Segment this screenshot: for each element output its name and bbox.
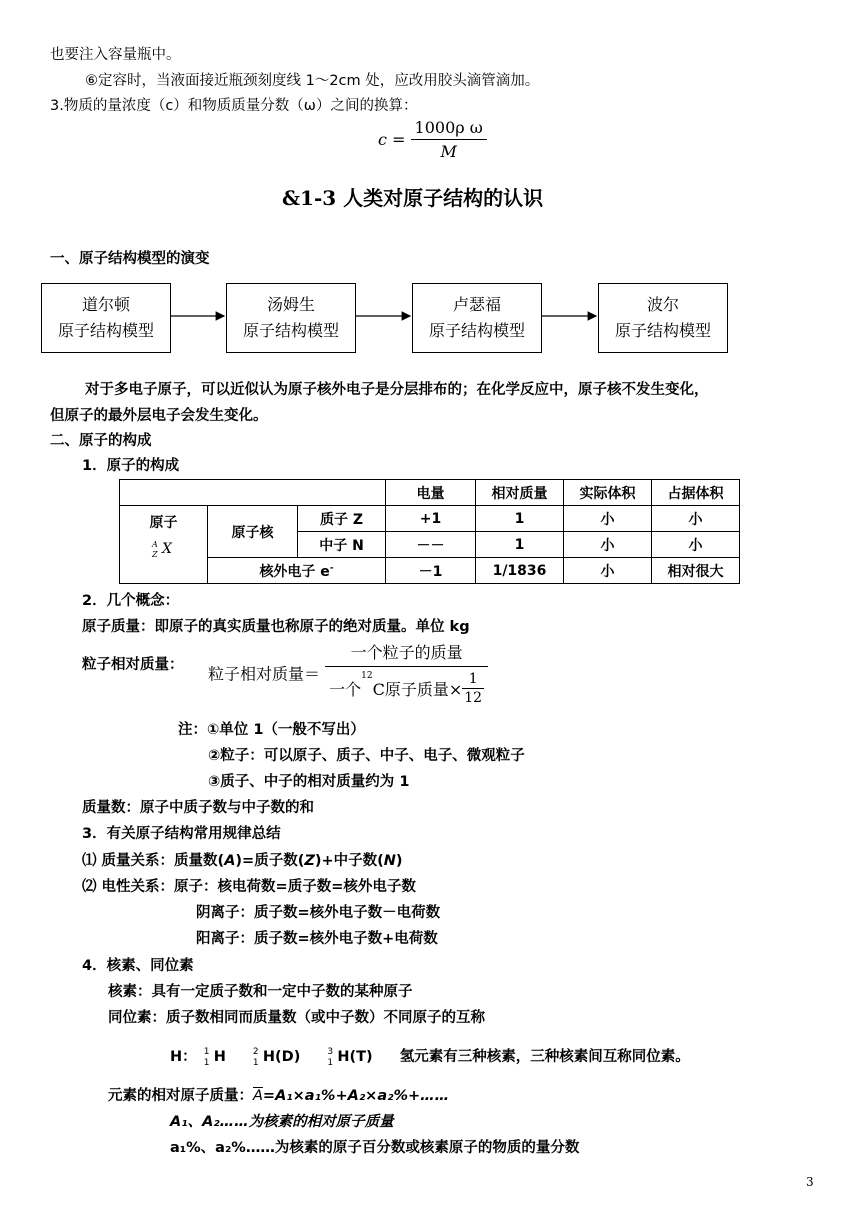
isotope-deuterium: H(D) bbox=[262, 1049, 301, 1065]
part1-heading: 一、原子结构模型的演变 bbox=[50, 251, 210, 267]
anion-rule: 阴离子：质子数=核外电子数－电荷数 bbox=[196, 905, 441, 921]
charge-cell: －1 bbox=[386, 558, 476, 584]
particle-name: 核外电子 e bbox=[259, 563, 330, 580]
formula-numerator: 1000ρ ω bbox=[411, 118, 487, 140]
charge-cell: +1 bbox=[386, 506, 476, 532]
atom-label-cell bbox=[120, 506, 208, 584]
occupied-cell: 相对很大 bbox=[652, 558, 740, 584]
iso-sub: 1 bbox=[252, 1058, 259, 1068]
explain-line: A₁、A₂……为核素的相对原子质量 bbox=[170, 1114, 394, 1130]
formula-lhs: 粒子相对质量＝ bbox=[208, 664, 321, 684]
note-line: ③质子、中子的相对质量约为 1 bbox=[208, 774, 410, 790]
isotope-protium: H bbox=[213, 1049, 226, 1065]
formula-numerator: 一个粒子的质量 bbox=[325, 640, 488, 667]
isotope-indices bbox=[202, 1048, 214, 1066]
table-header: 相对质量 bbox=[476, 480, 564, 506]
table-header: 电量 bbox=[386, 480, 476, 506]
model-sub: 原子结构模型 bbox=[57, 321, 154, 340]
particle-name-cell bbox=[208, 558, 386, 584]
text-line: ⑥定容时，当液面接近瓶颈刻度线 1～2cm 处，应改用胶头滴管滴加。 bbox=[85, 73, 540, 89]
charge-cell: －－ bbox=[386, 532, 476, 558]
iso-sub: 1 bbox=[327, 1058, 334, 1068]
hydrogen-description: 氢元素有三种核素，三种核素间互称同位素。 bbox=[399, 1049, 690, 1065]
hydrogen-label: H： bbox=[170, 1049, 197, 1065]
paragraph-line: 但原子的最外层电子会发生变化。 bbox=[50, 408, 268, 424]
note-line: 注：①单位 1（一般不写出） bbox=[178, 722, 365, 738]
mass-number-label: A bbox=[152, 540, 158, 549]
relative-mass-label: 粒子相对质量： bbox=[82, 657, 184, 673]
formula-body: =A₁×a₁%+A₂×a₂%+…… bbox=[262, 1088, 450, 1104]
average-mass-symbol: $\overline{A}$ bbox=[253, 1088, 263, 1104]
occupied-cell: 小 bbox=[652, 506, 740, 532]
atom-structure-table bbox=[119, 479, 740, 584]
relative-atomic-mass-formula bbox=[108, 1087, 449, 1105]
element-symbol: X bbox=[162, 541, 172, 557]
particle-name: 中子 N bbox=[298, 532, 386, 558]
formula-denominator: M bbox=[440, 142, 457, 161]
hydrogen-isotopes bbox=[170, 1048, 690, 1066]
table-header: 占据体积 bbox=[652, 480, 740, 506]
iso-sup: 3 bbox=[327, 1047, 334, 1057]
formula-label: 元素的相对原子质量： bbox=[108, 1088, 253, 1104]
cation-rule: 阳离子：质子数=核外电子数+电荷数 bbox=[196, 931, 438, 947]
iso-sup: 2 bbox=[252, 1047, 259, 1057]
text-line: 3.物质的量浓度（c）和物质质量分数（ω）之间的换算： bbox=[50, 98, 418, 114]
rule-var: Z bbox=[304, 853, 315, 869]
atomic-number-label: Z bbox=[152, 550, 158, 559]
subheading: 3．有关原子结构常用规律总结 bbox=[82, 826, 281, 842]
mass-cell: 1 bbox=[476, 506, 564, 532]
nuclide-definition: 核素：具有一定质子数和一定中子数的某种原子 bbox=[108, 984, 413, 1000]
subheading: 2．几个概念： bbox=[82, 593, 180, 609]
paragraph-line: 对于多电子原子，可以近似认为原子核外电子是分层排布的；在化学反应中，原子核不发生变化， bbox=[85, 382, 709, 398]
rule-text: ) bbox=[395, 853, 403, 869]
model-name: 汤姆生 bbox=[266, 295, 315, 314]
atom-symbol bbox=[120, 538, 207, 568]
iso-sub: 1 bbox=[203, 1058, 210, 1068]
electron-charge-sup: - bbox=[329, 562, 334, 573]
particle-name: 质子 Z bbox=[298, 506, 386, 532]
part2-heading: 二、原子的构成 bbox=[50, 433, 152, 449]
rule-var: A bbox=[224, 853, 236, 869]
mass-relation-rule bbox=[82, 852, 403, 870]
text-line: 也要注入容量瓶中。 bbox=[50, 47, 181, 63]
model-sub: 原子结构模型 bbox=[242, 321, 339, 340]
explain-line: a₁%、a₂%……为核素的原子百分数或核素原子的物质的量分数 bbox=[170, 1140, 580, 1156]
section-title: &1-3 人类对原子结构的认识 bbox=[282, 186, 544, 210]
mass-cell: 1/1836 bbox=[476, 558, 564, 584]
isotope-indices bbox=[325, 1048, 337, 1066]
subheading: 4．核素、同位素 bbox=[82, 958, 194, 974]
formula-lhs: c = bbox=[378, 130, 406, 149]
formula-denominator bbox=[325, 667, 488, 706]
model-sub: 原子结构模型 bbox=[614, 321, 711, 340]
den-text: C原子质量× bbox=[372, 680, 463, 699]
model-name: 卢瑟福 bbox=[452, 295, 501, 314]
page-number: 3 bbox=[806, 1175, 814, 1189]
table-row bbox=[120, 558, 740, 584]
den-text: 一个 bbox=[329, 680, 362, 699]
volume-cell: 小 bbox=[564, 506, 652, 532]
note-line: ②粒子：可以原子、质子、中子、电子、微观粒子 bbox=[208, 748, 525, 764]
rule-text: ⑴ 质量关系：质量数( bbox=[82, 853, 225, 869]
relative-mass-formula bbox=[208, 640, 488, 706]
rule-text: )=质子数( bbox=[235, 853, 305, 869]
atomic-mass-text: 原子质量：即原子的真实质量也称原子的绝对质量。单位 kg bbox=[82, 619, 470, 635]
table-header-row bbox=[120, 480, 740, 506]
den-frac-den: 12 bbox=[464, 690, 483, 706]
isotope-indices bbox=[251, 1048, 263, 1066]
den-frac-num: 1 bbox=[462, 671, 484, 689]
table-header: 实际体积 bbox=[564, 480, 652, 506]
model-name: 波尔 bbox=[646, 295, 679, 314]
model-arrows bbox=[0, 0, 860, 400]
volume-cell: 小 bbox=[564, 558, 652, 584]
model-sub: 原子结构模型 bbox=[428, 321, 525, 340]
volume-cell: 小 bbox=[564, 532, 652, 558]
model-name: 道尔顿 bbox=[81, 295, 130, 314]
isotope-definition: 同位素：质子数相同而质量数（或中子数）不同原子的互称 bbox=[108, 1010, 485, 1026]
charge-relation-rule: ⑵ 电性关系：原子：核电荷数=质子数=核外电子数 bbox=[82, 879, 416, 895]
den-sup: 12 bbox=[361, 671, 373, 681]
atom-label: 原子 bbox=[149, 515, 178, 531]
subheading: 1．原子的构成 bbox=[82, 458, 180, 474]
mass-number-text: 质量数：原子中质子数与中子数的和 bbox=[82, 800, 314, 816]
iso-sup: 1 bbox=[203, 1047, 210, 1057]
rule-var: N bbox=[383, 853, 396, 869]
isotope-tritium: H(T) bbox=[337, 1049, 373, 1065]
table-corner-cell bbox=[120, 480, 386, 506]
occupied-cell: 小 bbox=[652, 532, 740, 558]
rule-text: )+中子数( bbox=[314, 853, 384, 869]
mass-cell: 1 bbox=[476, 532, 564, 558]
nucleus-label: 原子核 bbox=[208, 506, 298, 558]
table-row bbox=[120, 506, 740, 532]
